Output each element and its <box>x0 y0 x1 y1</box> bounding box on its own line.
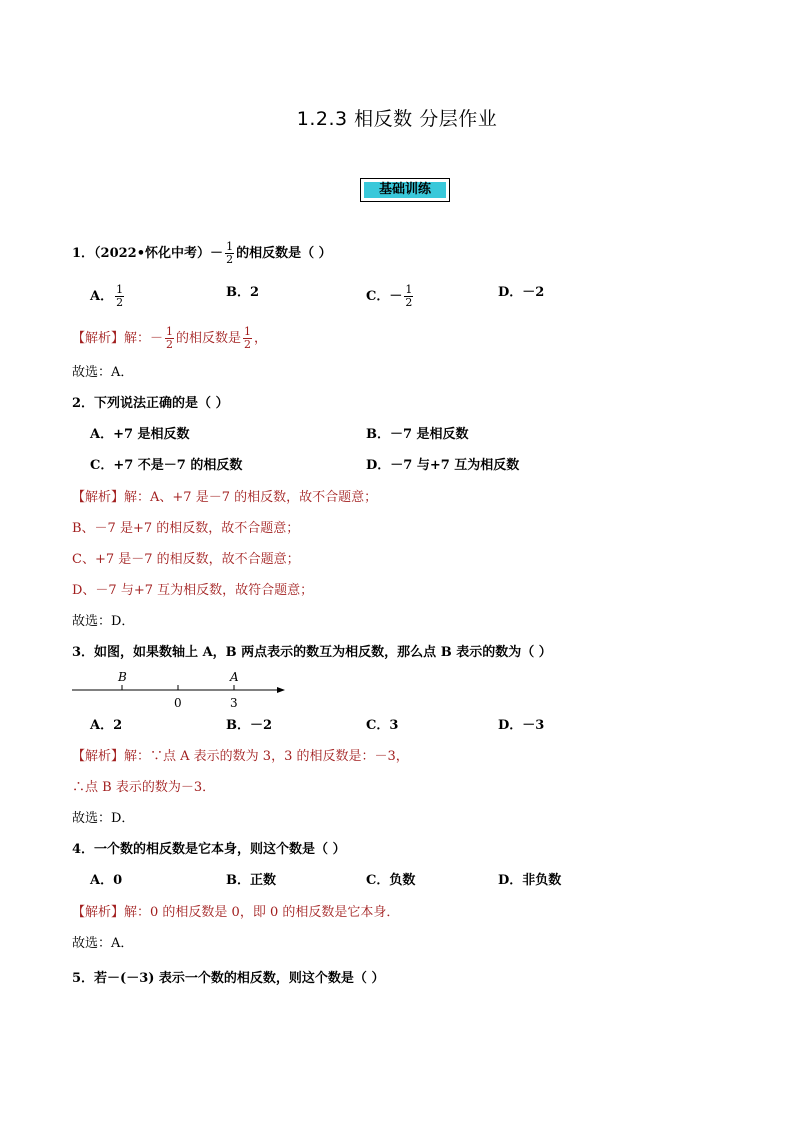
q2-option-c: C．+7 不是－7 的相反数 <box>90 458 243 473</box>
question-1-stem <box>72 241 332 266</box>
q2-analysis-tag: 【解析】 <box>72 490 125 505</box>
point-label-b: B <box>118 670 127 684</box>
q3-analysis-line-1 <box>72 748 409 766</box>
q1-fraction <box>225 241 234 266</box>
q1-analysis <box>72 326 267 351</box>
q1-analysis-text-a: 解：－ <box>124 331 164 346</box>
q1-analysis-fraction-2 <box>243 326 252 351</box>
q1-option-b: B．2 <box>226 285 260 300</box>
q2-analysis-line-2: B、－7 是+7 的相反数，故不合题意； <box>72 521 300 536</box>
q1-prefix: 1．（2022•怀化中考） <box>72 246 211 261</box>
q1-frac-num: 1 <box>226 240 234 253</box>
q2-analysis-line-3: C、+7 是－7 的相反数，故不合题意； <box>72 552 300 567</box>
q4-option-d: D．非负数 <box>498 873 562 888</box>
q2-analysis-text-1: 解：A、+7 是－7 的相反数，故不合题意； <box>124 490 378 505</box>
point-label-a: A <box>230 670 239 684</box>
q3-analysis-tag: 【解析】 <box>72 749 125 764</box>
q3-option-a: A．2 <box>90 718 123 733</box>
q1-analysis-text-c: ， <box>254 331 268 346</box>
q1-frac-den: 2 <box>226 253 234 266</box>
q1-option-a-num: 1 <box>116 283 124 296</box>
q1-option-a <box>90 284 126 309</box>
q1-option-a-fraction <box>115 284 124 309</box>
question-3-stem: 3．如图，如果数轴上 A，B 两点表示的数互为相反数，那么点 B 表示的数为（ ） <box>72 645 552 660</box>
question-2-stem: 2．下列说法正确的是（ ） <box>72 396 229 411</box>
q2-analysis-line-4: D、－7 与+7 互为相反数，故符合题意； <box>72 583 314 598</box>
q4-option-b: B．正数 <box>226 873 276 888</box>
q4-option-c: C．负数 <box>366 873 416 888</box>
q1-analysis-num-2: 1 <box>244 325 252 338</box>
q1-analysis-num-1: 1 <box>166 325 174 338</box>
q3-analysis-line-2: ∴点 B 表示的数为－3． <box>72 780 216 795</box>
q1-option-c-label: C．－ <box>366 289 403 304</box>
tick-label-3: 3 <box>230 696 238 710</box>
q3-option-d: D．－3 <box>498 718 545 733</box>
page-title: 1.2.3 相反数 分层作业 <box>296 108 498 130</box>
q2-option-d: D．－7 与+7 互为相反数 <box>366 458 520 473</box>
tick-label-0: 0 <box>174 696 182 710</box>
q4-analysis-tag: 【解析】 <box>72 905 125 920</box>
q1-option-c <box>366 284 415 309</box>
q1-analysis-tag: 【解析】 <box>72 331 125 346</box>
q1-option-c-den: 2 <box>405 296 413 309</box>
q1-neg: － <box>210 246 224 261</box>
q1-answer: 故选：A． <box>72 365 134 380</box>
q1-analysis-fraction-1 <box>165 326 174 351</box>
q1-option-a-label: A． <box>90 289 114 304</box>
q4-analysis-text: 解：0 的相反数是 0，即 0 的相反数是它本身． <box>124 905 400 920</box>
q2-option-b: B．－7 是相反数 <box>366 427 469 442</box>
q1-option-d: D．－2 <box>498 285 545 300</box>
q1-option-c-fraction <box>404 284 413 309</box>
q1-option-c-num: 1 <box>405 283 413 296</box>
q2-option-a: A．+7 是相反数 <box>90 427 190 442</box>
q1-analysis-den-1: 2 <box>166 338 174 351</box>
q1-suffix: 的相反数是（ ） <box>236 246 332 261</box>
q4-answer: 故选：A． <box>72 936 134 951</box>
section-badge-label: 基础训练 <box>364 182 446 198</box>
number-line-figure <box>70 668 292 712</box>
q4-option-a: A．0 <box>90 873 123 888</box>
q1-analysis-text-b: 的相反数是 <box>176 331 242 346</box>
question-5-stem: 5．若－(－3) 表示一个数的相反数，则这个数是（ ） <box>72 971 385 986</box>
section-badge <box>360 178 450 202</box>
q3-answer: 故选：D． <box>72 811 135 826</box>
question-4-stem: 4．一个数的相反数是它本身，则这个数是（ ） <box>72 842 346 857</box>
q3-option-c: C．3 <box>366 718 399 733</box>
q1-analysis-den-2: 2 <box>244 338 252 351</box>
q2-answer: 故选：D． <box>72 614 135 629</box>
q3-option-b: B．－2 <box>226 718 273 733</box>
q1-option-a-den: 2 <box>116 296 124 309</box>
q4-analysis <box>72 904 399 922</box>
q3-analysis-text-1: 解：∵点 A 表示的数为 3，3 的相反数是：－3， <box>124 749 409 764</box>
q2-analysis-line-1 <box>72 489 377 507</box>
